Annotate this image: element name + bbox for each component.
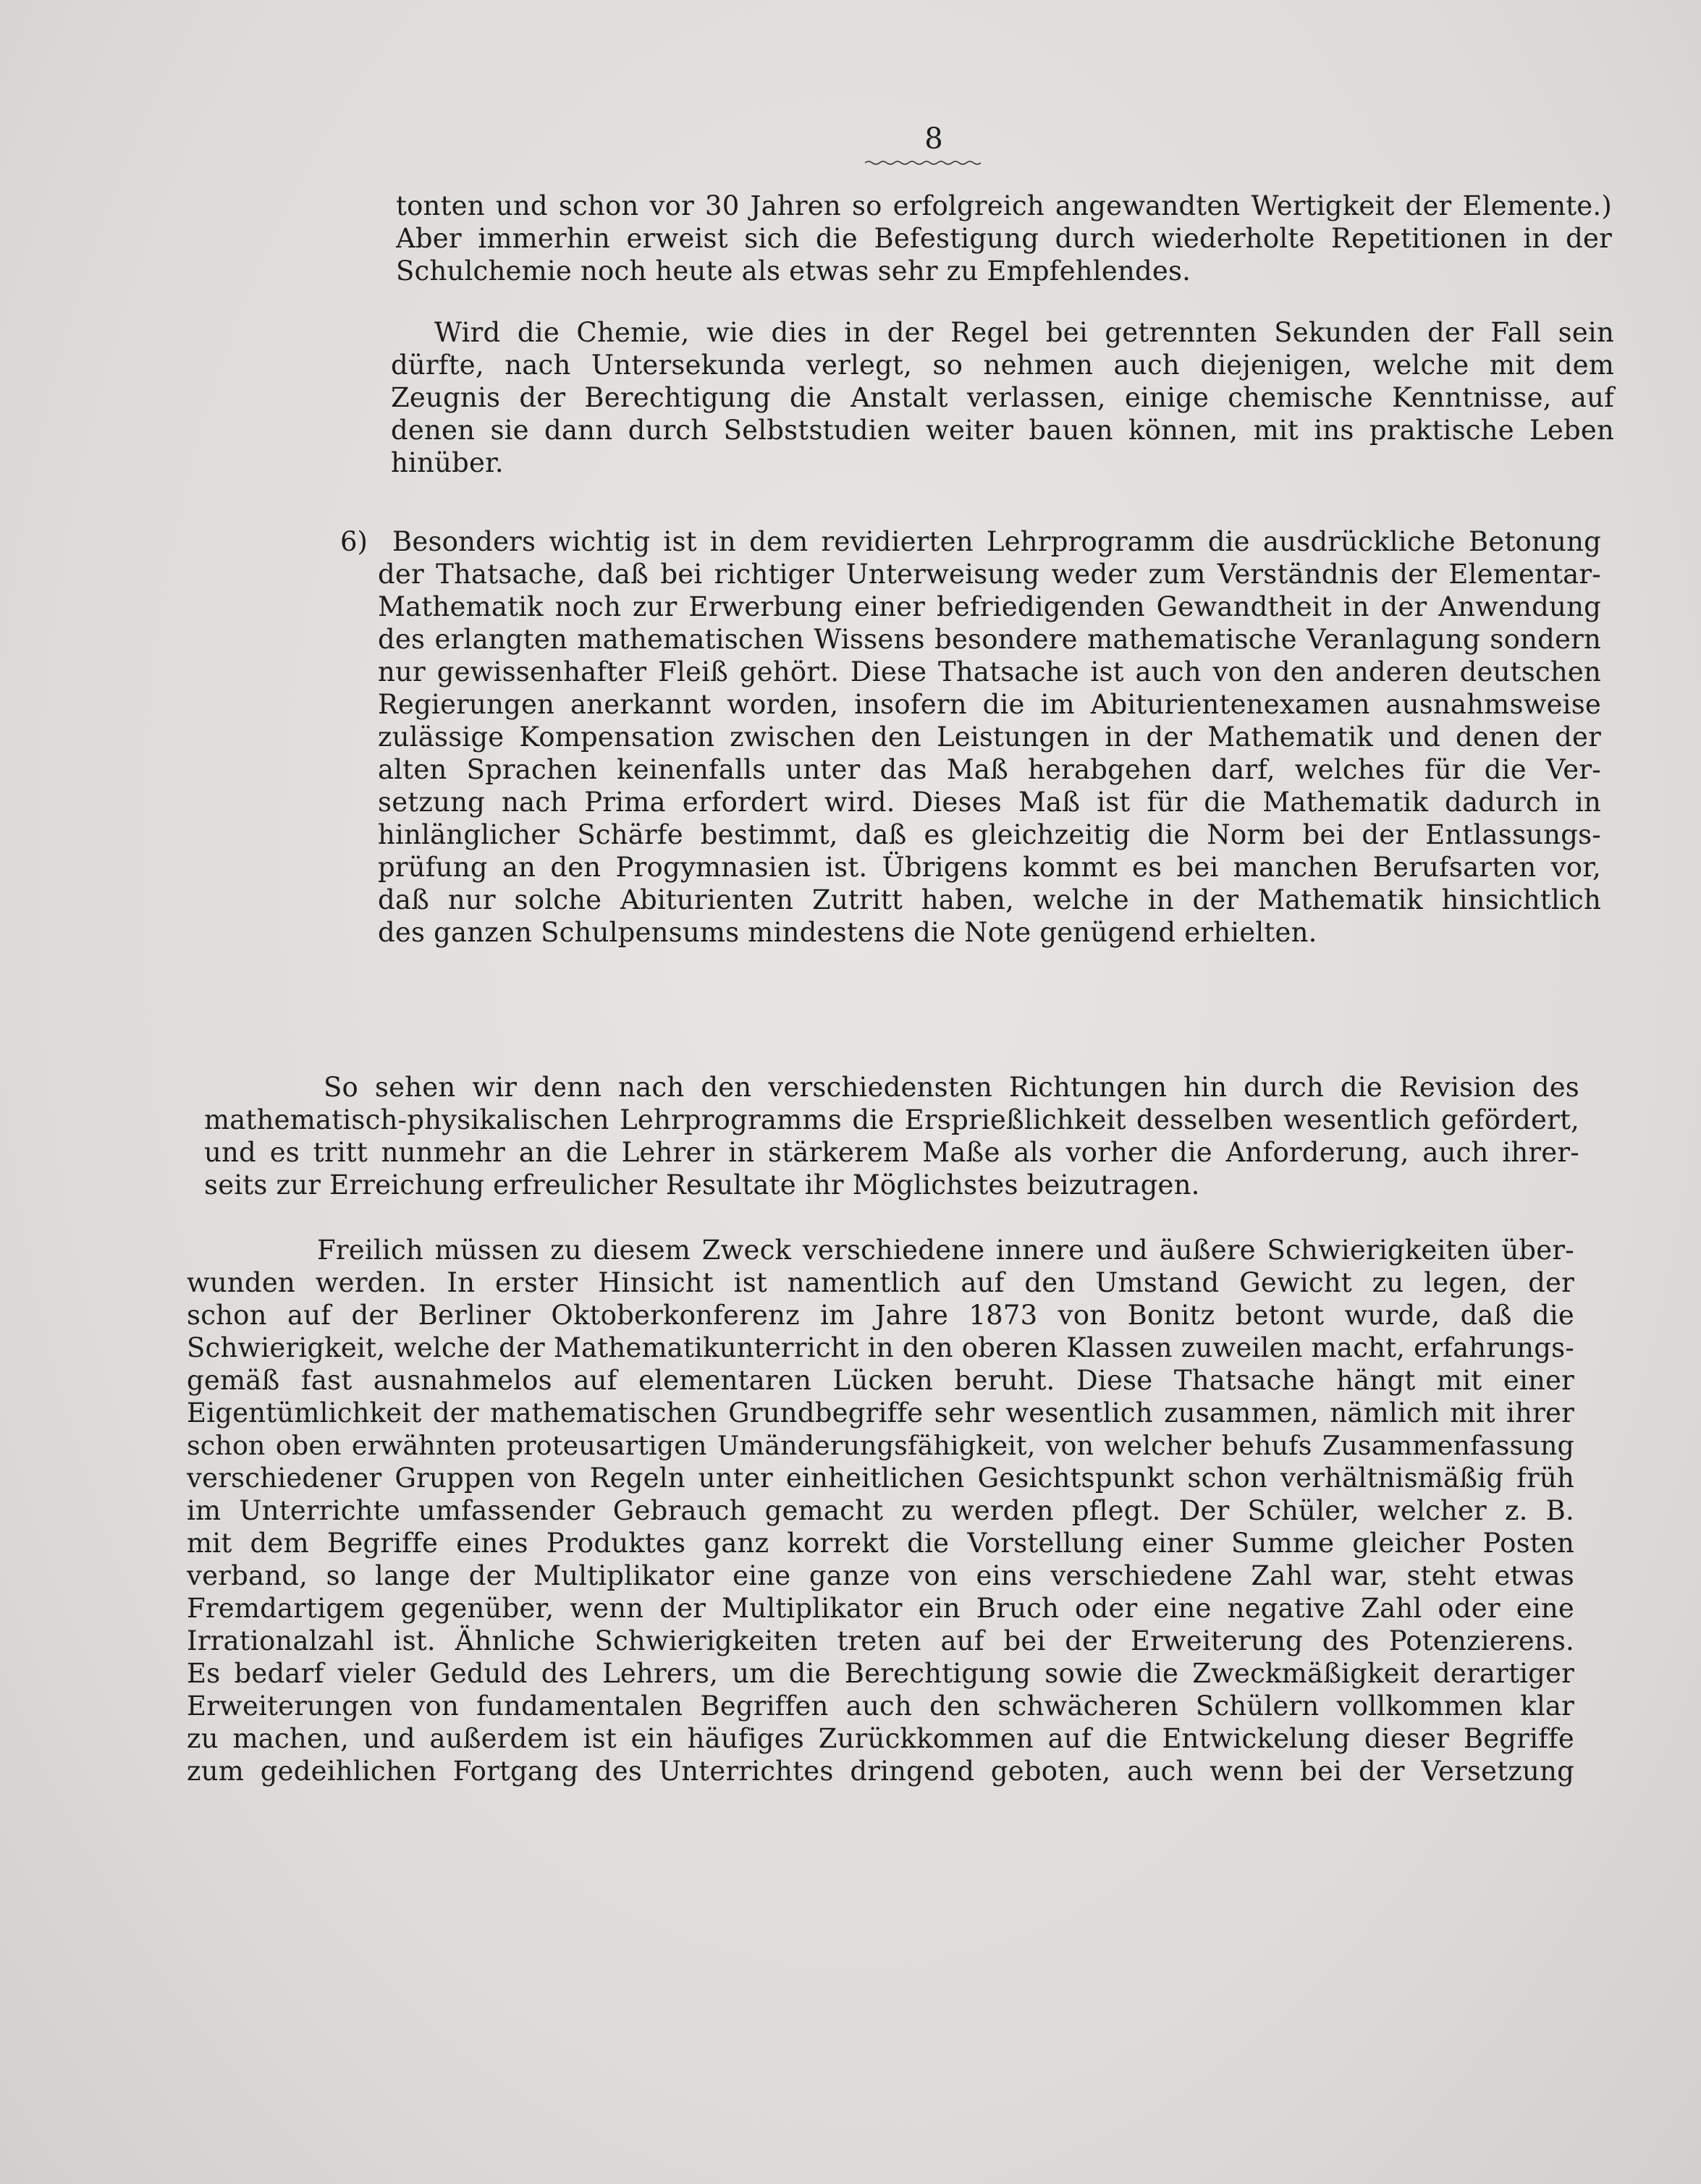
text-line: alten Sprachen keinenfalls unter das Maß herabgehen darf, welches für die Ver-: [378, 754, 1601, 785]
page-number: 8: [924, 122, 943, 156]
text-line: mit dem Begriffe eines Produktes ganz korrekt die Vorstellung einer Summe gleicher Posten: [187, 1528, 1574, 1559]
text-line: hinüber.: [391, 447, 504, 478]
text-line: wunden werden. In erster Hinsicht ist namentlich auf den Umstand Gewicht zu legen, der: [187, 1267, 1574, 1298]
text-line: Mathematik noch zur Erwerbung einer befriedigenden Gewandtheit in der Anwendung: [378, 591, 1601, 622]
text-line: setzung nach Prima erfordert wird. Dieses Maß ist für die Mathematik dadurch in: [378, 787, 1601, 818]
text-line: des ganzen Schulpensums mindestens die Note genügend erhielten.: [378, 917, 1317, 948]
text-line: hinlänglicher Schärfe bestimmt, daß es gleichzeitig die Norm bei der Entlassungs-: [378, 819, 1601, 850]
text-line: So sehen wir denn nach den verschiedensten Richtungen hin durch die Revision des: [324, 1072, 1579, 1103]
text-line: schon oben erwähnten proteusartigen Umänderungsfähigkeit, von welcher behufs Zusammenfassung: [187, 1430, 1574, 1461]
text-line: Besonders wichtig ist in dem revidierten Lehrprogramm die ausdrückliche Betonung: [392, 526, 1601, 557]
text-line: im Unterrichte umfassender Gebrauch gemacht zu werden pflegt. Der Schüler, welcher z. B.: [187, 1495, 1574, 1526]
text-line: zu machen, und außerdem ist ein häufiges Zurückkommen auf die Entwickelung dieser Begriffe: [187, 1723, 1574, 1754]
text-line: zum gedeihlichen Fortgang des Unterrichtes dringend geboten, auch wenn bei der Versetzung: [187, 1756, 1574, 1787]
text-line: Eigentümlichkeit der mathematischen Grundbegriffe sehr wesentlich zusammen, nämlich mit ihrer: [187, 1397, 1574, 1429]
text-line: Irrationalzahl ist. Ähnliche Schwierigkeiten treten auf bei der Erweiterung des Potenzierens.: [187, 1625, 1574, 1656]
text-line: dürfte, nach Untersekunda verlegt, so nehmen auch diejenigen, welche mit dem: [391, 350, 1614, 381]
paragraph-4: [204, 1071, 1579, 1201]
text-line: schon auf der Berliner Oktoberkonferenz im Jahre 1873 von Bonitz betont wurde, daß die: [187, 1300, 1574, 1331]
text-line: Schwierigkeit, welche der Mathematikunterricht in den oberen Klassen zuweilen macht, erfahrungs-: [187, 1332, 1574, 1363]
paragraph-1: [396, 190, 1612, 287]
text-line: Aber immerhin erweist sich die Befestigung durch wiederholte Repetitionen in der: [396, 223, 1612, 254]
text-line: Erweiterungen von fundamentalen Begriffen auch den schwächeren Schülern vollkommen klar: [187, 1690, 1574, 1722]
paragraph-3: [378, 525, 1601, 949]
text-line: Zeugnis der Berechtigung die Anstalt verlassen, einige chemische Kenntnisse, auf: [391, 382, 1614, 413]
text-line: nur gewissenhafter Fleiß gehört. Diese Thatsache ist auch von den anderen deutschen: [378, 656, 1601, 687]
text-line: und es tritt nunmehr an die Lehrer in stärkerem Maße als vorher die Anforderung, auch ihrer-: [204, 1137, 1579, 1168]
item-number: 6): [340, 526, 368, 557]
text-line: Regierungen anerkannt worden, insofern die im Abiturientenexamen ausnahmsweise: [378, 689, 1601, 720]
text-line: daß nur solche Abiturienten Zutritt haben, welche in der Mathematik hinsichtlich: [378, 884, 1601, 915]
text-line: der Thatsache, daß bei richtiger Unterweisung weder zum Verständnis der Elementar-: [378, 559, 1601, 590]
text-line: Schulchemie noch heute als etwas sehr zu Empfehlendes.: [396, 255, 1191, 287]
text-line: seits zur Erreichung erfreulicher Resultate ihr Möglichstes beizutragen.: [204, 1169, 1200, 1201]
page-number-ornament: [865, 159, 984, 166]
text-line: verschiedener Gruppen von Regeln unter einheitlichen Gesichtspunkt schon verhältnismäßig früh: [187, 1463, 1574, 1494]
text-line: zulässige Kompensation zwischen den Leistungen in der Mathematik und denen der: [378, 721, 1601, 753]
text-line: Es bedarf vieler Geduld des Lehrers, um die Berechtigung sowie die Zweckmäßigkeit derartiger: [187, 1658, 1574, 1689]
text-line: Freilich müssen zu diesem Zweck verschiedene innere und äußere Schwierigkeiten über-: [317, 1235, 1574, 1266]
text-line: denen sie dann durch Selbststudien weiter bauen können, mit ins praktische Leben: [391, 415, 1614, 446]
text-line: des erlangten mathematischen Wissens besondere mathematische Veranlagung sondern: [378, 624, 1601, 655]
text-line: verband, so lange der Multiplikator eine ganze von eins verschiedene Zahl war, steht etwas: [187, 1560, 1574, 1591]
paragraph-2: [391, 316, 1614, 479]
paragraph-5: [187, 1234, 1574, 1787]
text-line: Fremdartigem gegenüber, wenn der Multiplikator ein Bruch oder eine negative Zahl oder eine: [187, 1593, 1574, 1624]
text-line: prüfung an den Progymnasien ist. Übrigens kommt es bei manchen Berufsarten vor,: [378, 852, 1601, 883]
text-line: Wird die Chemie, wie dies in der Regel bei getrennten Sekunden der Fall sein: [434, 317, 1614, 348]
text-line: gemäß fast ausnahmelos auf elementaren Lücken beruht. Diese Thatsache hängt mit einer: [187, 1365, 1574, 1396]
text-line: mathematisch-physikalischen Lehrprogramms die Ersprießlichkeit desselben wesentlich gefördert,: [204, 1104, 1579, 1135]
text-line: tonten und schon vor 30 Jahren so erfolgreich angewandten Wertigkeit der Elemente.): [396, 190, 1612, 221]
